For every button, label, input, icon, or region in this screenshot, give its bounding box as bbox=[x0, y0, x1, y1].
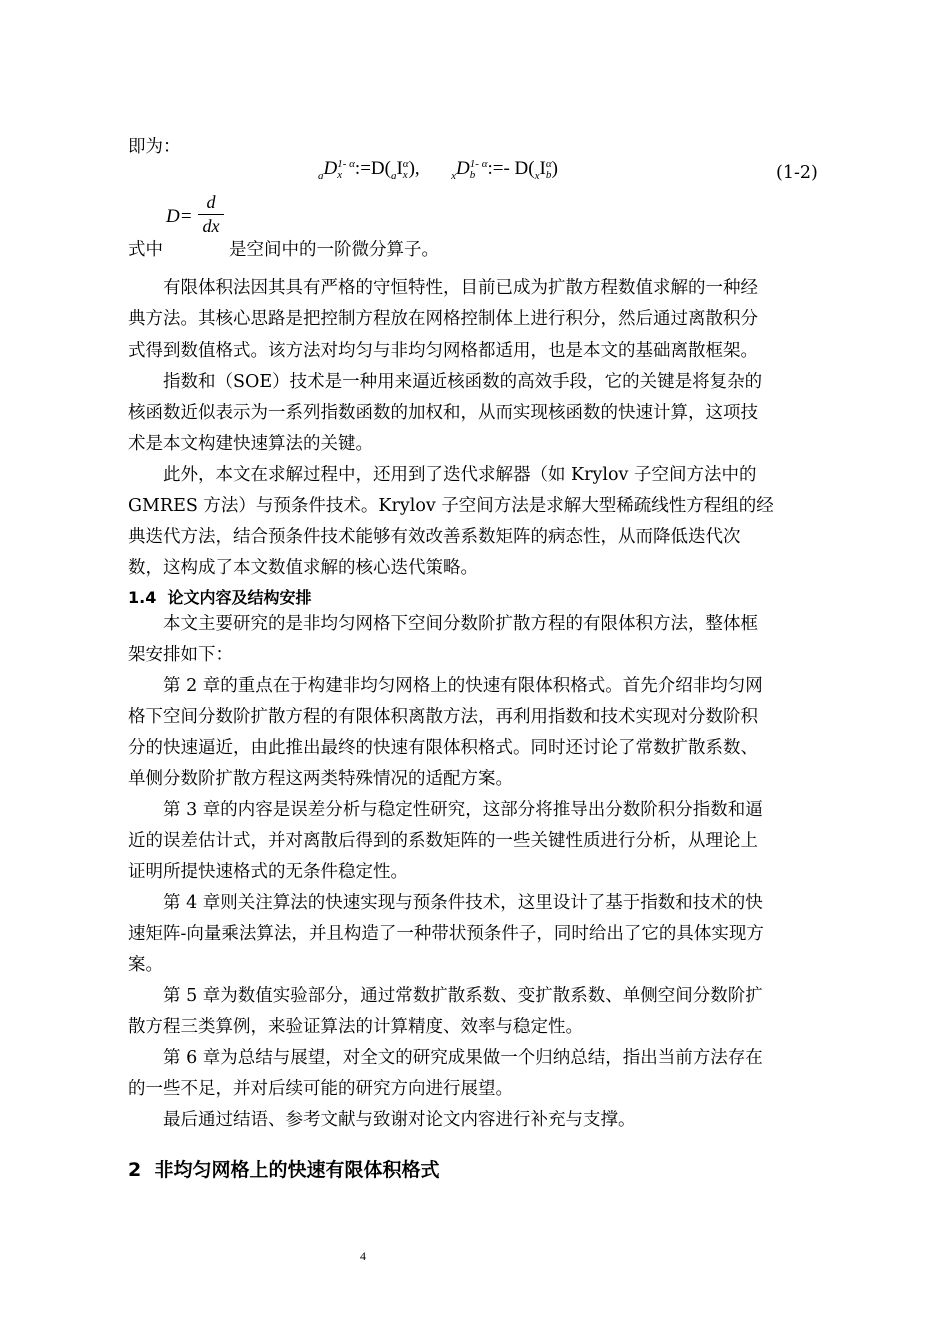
chapter-heading bbox=[128, 1155, 439, 1182]
body-line: 分的快速逼近，由此推出最终的快速有限体积格式。同时还讨论了常数扩散系数、 bbox=[128, 738, 758, 758]
section-title: 论文内容及结构安排 bbox=[167, 588, 312, 607]
body-line: 本文主要研究的是非均匀网格下空间分数阶扩散方程的有限体积方法，整体框 bbox=[163, 614, 758, 634]
eq-text: :=D( bbox=[354, 158, 391, 179]
eq-symbol: D bbox=[323, 158, 338, 179]
body-line: 案。 bbox=[128, 955, 163, 975]
where-prefix: 式中 bbox=[128, 240, 163, 260]
eq-symbol: I bbox=[539, 158, 546, 179]
eq-sub: b bbox=[469, 168, 476, 181]
body-line: 典迭代方法，结合预条件技术能够有效改善系数矩阵的病态性，从而降低迭代次 bbox=[128, 527, 741, 547]
where-suffix: 是空间中的一阶微分算子。 bbox=[229, 240, 439, 260]
fraction-d-dx bbox=[198, 192, 224, 237]
body-line: 散方程三类算例，来验证算法的计算精度、效率与稳定性。 bbox=[128, 1017, 583, 1037]
eq-symbol: D bbox=[456, 158, 470, 179]
intro-label: 即为： bbox=[128, 137, 181, 157]
body-line: 核函数近似表示为一系列指数函数的加权和，从而实现核函数的快速计算，这项技 bbox=[128, 403, 758, 423]
body-line: 最后通过结语、参考文献与致谢对论文内容进行补充与支撑。 bbox=[163, 1110, 636, 1130]
eq-sup: 1- α bbox=[337, 157, 355, 170]
body-line: 第 2 章的重点在于构建非均匀网格上的快速有限体积格式。首先介绍非均匀网 bbox=[163, 676, 763, 696]
body-line: 术是本文构建快速算法的关键。 bbox=[128, 434, 373, 454]
body-line: 速矩阵-向量乘法算法，并且构造了一种带状预条件子，同时给出了它的具体实现方 bbox=[128, 924, 764, 944]
eq-sub: b bbox=[545, 168, 552, 181]
eq-sup: α bbox=[402, 157, 409, 170]
body-line: 典方法。其核心思路是把控制方程放在网格控制体上进行积分，然后通过离散积分 bbox=[128, 309, 758, 329]
eq-symbol: I bbox=[396, 158, 403, 179]
eq-sup: 1- α bbox=[469, 157, 488, 170]
body-line: 第 4 章则关注算法的快速实现与预条件技术，这里设计了基于指数和技术的快 bbox=[163, 893, 763, 913]
body-line: 式得到数值格式。该方法对均匀与非均匀网格都适用，也是本文的基础离散框架。 bbox=[128, 341, 758, 361]
body-line: 近的误差估计式，并对离散后得到的系数矩阵的一些关键性质进行分析，从理论上 bbox=[128, 831, 758, 851]
eq-text: :=- D( bbox=[487, 158, 535, 179]
eq-sub: x bbox=[451, 169, 457, 182]
eq-sub: a bbox=[390, 169, 397, 182]
eq-sub: x bbox=[337, 168, 343, 181]
body-line: 第 3 章的内容是误差分析与稳定性研究，这部分将推导出分数阶积分指数和逼 bbox=[163, 800, 763, 820]
body-line: 指数和（SOE）技术是一种用来逼近核函数的高效手段，它的关键是将复杂的 bbox=[163, 372, 763, 392]
eq-sub: x bbox=[402, 168, 408, 181]
where-D-eq: D= bbox=[166, 206, 193, 227]
body-line: 的一些不足，并对后续可能的研究方向进行展望。 bbox=[128, 1079, 513, 1099]
eq-sup: α bbox=[545, 157, 552, 170]
body-line: 数，这构成了本文数值求解的核心迭代策略。 bbox=[128, 558, 478, 578]
section-number: 1.4 bbox=[128, 588, 157, 607]
body-line: 有限体积法因其具有严格的守恒特性，目前已成为扩散方程数值求解的一种经 bbox=[163, 278, 758, 298]
body-line: GMRES 方法）与预条件技术。Krylov 子空间方法是求解大型稀疏线性方程组的经 bbox=[128, 496, 774, 516]
fraction-bar bbox=[198, 214, 224, 215]
eq-text: ), bbox=[408, 158, 420, 179]
chapter-title: 非均匀网格上的快速有限体积格式 bbox=[154, 1159, 440, 1181]
eq-sub: x bbox=[534, 169, 540, 182]
fraction-numerator: d bbox=[206, 192, 216, 212]
section-heading bbox=[128, 585, 312, 608]
body-line: 证明所提快速格式的无条件稳定性。 bbox=[128, 862, 408, 882]
chapter-number: 2 bbox=[128, 1159, 142, 1181]
body-line: 单侧分数阶扩散方程这两类特殊情况的适配方案。 bbox=[128, 769, 513, 789]
body-line: 架安排如下： bbox=[128, 645, 233, 665]
equation-1-2 bbox=[318, 158, 558, 182]
eq-sub: a bbox=[318, 169, 324, 182]
eq-text: ) bbox=[551, 158, 558, 179]
body-line: 第 5 章为数值实验部分，通过常数扩散系数、变扩散系数、单侧空间分数阶扩 bbox=[163, 986, 763, 1006]
body-line: 此外，本文在求解过程中，还用到了迭代求解器（如 Krylov 子空间方法中的 bbox=[163, 465, 757, 485]
page-number: 4 bbox=[360, 1249, 366, 1263]
equation-number: (1-2) bbox=[776, 163, 818, 183]
body-line: 第 6 章为总结与展望，对全文的研究成果做一个归纳总结，指出当前方法存在 bbox=[163, 1048, 763, 1068]
fraction-denominator: dx bbox=[202, 216, 220, 236]
body-line: 格下空间分数阶扩散方程的有限体积离散方法，再利用指数和技术实现对分数阶积 bbox=[128, 707, 758, 727]
